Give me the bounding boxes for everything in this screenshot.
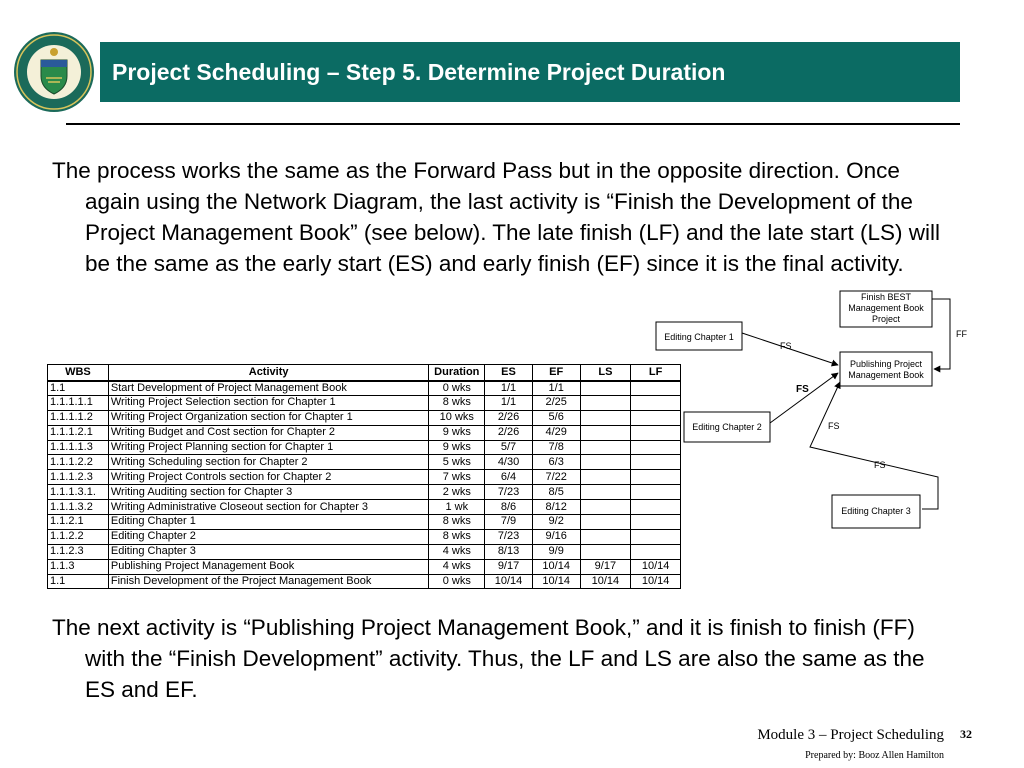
cell-wbs: 1.1.1.3.2 — [48, 500, 109, 515]
cell-activity: Writing Scheduling section for Chapter 2 — [108, 455, 429, 470]
cell-activity: Start Development of Project Management Book — [108, 381, 429, 396]
cell-wbs: 1.1.2.1 — [48, 515, 109, 530]
node-editing2-label: Editing Chapter 2 — [692, 422, 762, 432]
column-header-ef: EF — [532, 365, 580, 381]
cell-ef: 2/25 — [532, 395, 580, 410]
cell-activity: Writing Project Organization section for Chapter 1 — [108, 410, 429, 425]
cell-es: 2/26 — [485, 425, 533, 440]
cell-es: 7/23 — [485, 485, 533, 500]
cell-duration: 5 wks — [429, 455, 485, 470]
cell-ef: 9/9 — [532, 544, 580, 559]
cell-wbs: 1.1.1.1.1 — [48, 395, 109, 410]
table-row — [48, 470, 681, 485]
column-header-activity: Activity — [108, 365, 429, 381]
cell-wbs: 1.1.1.2.1 — [48, 425, 109, 440]
cell-activity: Writing Auditing section for Chapter 3 — [108, 485, 429, 500]
network-diagram — [640, 285, 980, 545]
footer-prepared-by: Prepared by: Booz Allen Hamilton — [805, 750, 944, 761]
cell-ef: 8/12 — [532, 500, 580, 515]
node-publishing — [840, 352, 932, 386]
cell-duration: 10 wks — [429, 410, 485, 425]
cell-ls — [580, 515, 631, 530]
cell-wbs: 1.1.1.2.2 — [48, 455, 109, 470]
cell-activity: Publishing Project Management Book — [108, 559, 429, 574]
cell-duration: 0 wks — [429, 381, 485, 396]
cell-es: 8/13 — [485, 544, 533, 559]
table-row — [48, 440, 681, 455]
page-number: 32 — [960, 727, 972, 741]
cell-es: 8/6 — [485, 500, 533, 515]
cell-wbs: 1.1 — [48, 574, 109, 589]
table-row — [48, 410, 681, 425]
cell-ef: 7/8 — [532, 440, 580, 455]
column-header-ls: LS — [580, 365, 631, 381]
cell-es: 10/14 — [485, 574, 533, 589]
column-header-es: ES — [485, 365, 533, 381]
cell-ef: 9/16 — [532, 529, 580, 544]
label-ff: FF — [956, 329, 967, 339]
cell-ls — [580, 455, 631, 470]
label-fs-chapter2: FS — [828, 421, 840, 431]
cell-lf: 10/14 — [631, 574, 681, 589]
cell-es: 4/30 — [485, 455, 533, 470]
arrow-editing3-to-publishing — [810, 382, 938, 509]
cell-ls — [580, 425, 631, 440]
doe-seal-icon — [8, 30, 100, 114]
cell-wbs: 1.1 — [48, 381, 109, 396]
table-row — [48, 559, 681, 574]
cell-es: 7/23 — [485, 529, 533, 544]
cell-ls — [580, 500, 631, 515]
cell-es: 1/1 — [485, 381, 533, 396]
title-divider — [66, 123, 960, 125]
node-editing1-label: Editing Chapter 1 — [664, 332, 734, 342]
node-editing-chapter-1 — [656, 322, 742, 350]
cell-es: 1/1 — [485, 395, 533, 410]
cell-ls: 10/14 — [580, 574, 631, 589]
node-editing-chapter-2 — [684, 412, 770, 442]
table-row — [48, 425, 681, 440]
cell-ls — [580, 410, 631, 425]
cell-es: 7/9 — [485, 515, 533, 530]
table-body — [48, 381, 681, 589]
cell-activity: Writing Administrative Closeout section for Chapter 3 — [108, 500, 429, 515]
cell-activity: Editing Chapter 3 — [108, 544, 429, 559]
cell-activity: Writing Project Planning section for Chapter 1 — [108, 440, 429, 455]
table-row — [48, 515, 681, 530]
label-fs-middle: FS — [796, 384, 809, 395]
cell-ef: 9/2 — [532, 515, 580, 530]
cell-activity: Writing Project Selection section for Chapter 1 — [108, 395, 429, 410]
column-header-wbs: WBS — [48, 365, 109, 381]
column-header-duration: Duration — [429, 365, 485, 381]
cell-ef: 1/1 — [532, 381, 580, 396]
cell-duration: 7 wks — [429, 470, 485, 485]
cell-ls — [580, 395, 631, 410]
cell-duration: 4 wks — [429, 544, 485, 559]
cell-es: 9/17 — [485, 559, 533, 574]
table-row — [48, 455, 681, 470]
node-editing-chapter-3 — [832, 495, 920, 528]
cell-activity: Writing Budget and Cost section for Chapter 2 — [108, 425, 429, 440]
cell-es: 6/4 — [485, 470, 533, 485]
cell-ls — [580, 544, 631, 559]
arrow-editing2-to-publishing — [770, 373, 838, 423]
cell-ef: 7/22 — [532, 470, 580, 485]
table-row — [48, 529, 681, 544]
cell-lf: 10/14 — [631, 559, 681, 574]
cell-activity: Editing Chapter 1 — [108, 515, 429, 530]
cell-lf — [631, 544, 681, 559]
cell-duration: 9 wks — [429, 440, 485, 455]
label-fs-chapter3: FS — [874, 460, 886, 470]
cell-duration: 8 wks — [429, 529, 485, 544]
table-row — [48, 544, 681, 559]
node-editing3-label: Editing Chapter 3 — [841, 506, 911, 516]
cell-duration: 8 wks — [429, 515, 485, 530]
cell-wbs: 1.1.1.1.2 — [48, 410, 109, 425]
node-publishing-line1: Publishing Project — [849, 359, 923, 369]
cell-activity: Finish Development of the Project Management Book — [108, 574, 429, 589]
cell-activity: Editing Chapter 2 — [108, 529, 429, 544]
cell-ef: 5/6 — [532, 410, 580, 425]
cell-es: 2/26 — [485, 410, 533, 425]
cell-duration: 0 wks — [429, 574, 485, 589]
cell-wbs: 1.1.3 — [48, 559, 109, 574]
label-fs-chapter1: FS — [780, 341, 792, 351]
cell-ef: 10/14 — [532, 574, 580, 589]
cell-wbs: 1.1.1.2.3 — [48, 470, 109, 485]
cell-duration: 1 wk — [429, 500, 485, 515]
node-finish-development — [840, 291, 932, 327]
next-activity-paragraph: The next activity is “Publishing Project Management Book,” and it is finish to finish (FF) with the “Finish Development” activity. Thus, the LF and LS are also the same as the ES and EF. — [52, 615, 925, 702]
cell-duration: 9 wks — [429, 425, 485, 440]
cell-wbs: 1.1.1.1.3 — [48, 440, 109, 455]
node-finish-line3: Project — [871, 314, 901, 324]
table-row — [48, 500, 681, 515]
cell-duration: 8 wks — [429, 395, 485, 410]
title-bar — [100, 42, 960, 102]
cell-ef: 8/5 — [532, 485, 580, 500]
cell-es: 5/7 — [485, 440, 533, 455]
cell-duration: 4 wks — [429, 559, 485, 574]
cell-ef: 4/29 — [532, 425, 580, 440]
cell-wbs: 1.1.1.3.1. — [48, 485, 109, 500]
cell-ls: 9/17 — [580, 559, 631, 574]
node-publishing-line2: Management Book — [848, 370, 924, 380]
cell-ef: 6/3 — [532, 455, 580, 470]
cell-wbs: 1.1.2.2 — [48, 529, 109, 544]
intro-paragraph: The process works the same as the Forward Pass but in the opposite direction. Once again using the Network Diagram, the last activity is “Finish the Development of the Project Management Book” (see below). The late finish (LF) and the late start (LS) will be the same as the early start (ES) and early finish (EF) since it is the final activity. — [52, 158, 940, 276]
table-row — [48, 381, 681, 396]
slide-title: Project Scheduling – Step 5. Determine Project Duration — [112, 58, 726, 85]
arrow-ff — [932, 299, 950, 369]
cell-wbs: 1.1.2.3 — [48, 544, 109, 559]
cell-ls — [580, 381, 631, 396]
cell-ef: 10/14 — [532, 559, 580, 574]
cell-ls — [580, 470, 631, 485]
cell-ls — [580, 440, 631, 455]
cell-duration: 2 wks — [429, 485, 485, 500]
table-header-row — [48, 365, 681, 381]
footer-module: Module 3 – Project Scheduling — [757, 727, 944, 743]
cell-activity: Writing Project Controls section for Chapter 2 — [108, 470, 429, 485]
column-header-lf: LF — [631, 365, 681, 381]
table-row — [48, 395, 681, 410]
node-finish-line1: Finish BEST — [860, 292, 912, 302]
table-row — [48, 574, 681, 589]
cell-ls — [580, 485, 631, 500]
cell-ls — [580, 529, 631, 544]
table-row — [48, 485, 681, 500]
schedule-table — [47, 364, 681, 589]
node-finish-line2: Management Book — [848, 303, 924, 313]
